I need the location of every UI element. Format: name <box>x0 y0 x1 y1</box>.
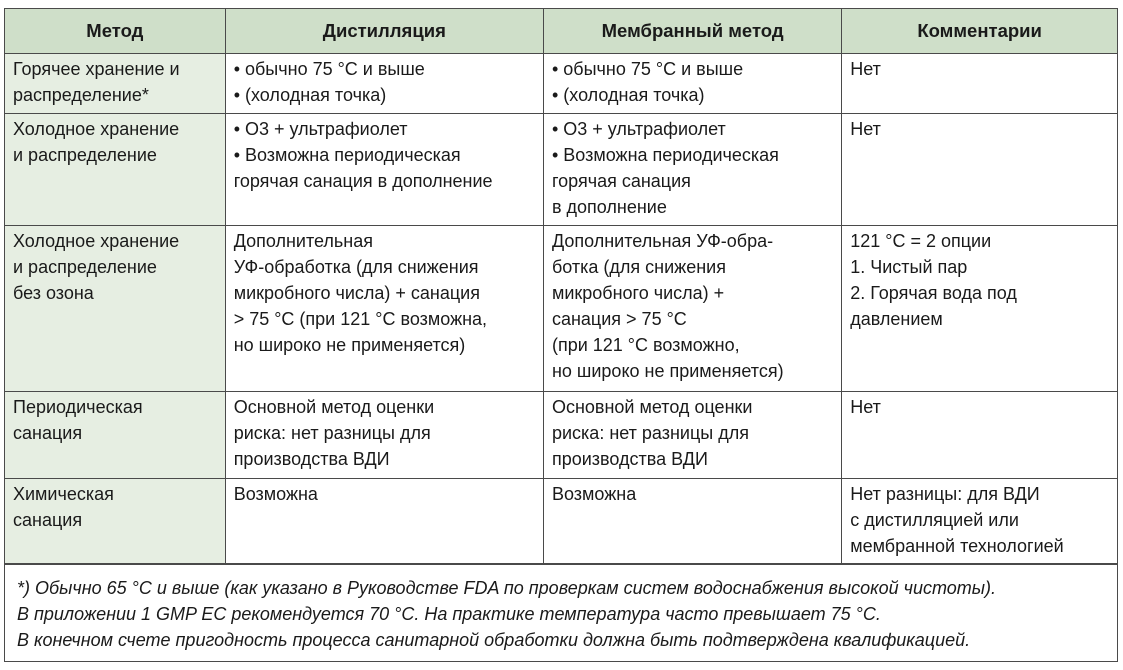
cell-comments <box>842 479 1117 564</box>
cell-line: горячая санация <box>551 171 691 191</box>
cell-line: Нет <box>850 119 881 139</box>
cell-line: и распределение <box>13 145 157 165</box>
cell-line: 121 °C = 2 опции <box>850 231 992 251</box>
cell-line: Нет <box>850 397 881 417</box>
cell-line: Нет разницы: для ВДИ <box>850 484 1040 504</box>
cell-line: с дистилляцией или <box>850 510 1019 530</box>
header-row <box>5 9 1117 54</box>
cell-line: санация > 75 °C <box>551 309 687 329</box>
cell-line: санация <box>13 510 83 530</box>
cell-line: но широко не применяется) <box>551 361 784 381</box>
cell-line: риска: нет разницы для <box>551 423 749 443</box>
cell-line: горячая санация в дополнение <box>233 171 493 191</box>
comparison-table <box>5 9 1117 564</box>
cell-membrane <box>543 226 841 392</box>
cell-line: Возможна <box>551 484 637 504</box>
cell-line: распределение* <box>13 85 149 105</box>
cell-line: микробного числа) + <box>551 283 725 303</box>
cell-method <box>5 54 225 114</box>
cell-line: Химическая <box>13 484 114 504</box>
cell-line: Основной метод оценки <box>551 397 753 417</box>
footnote <box>5 564 1117 653</box>
cell-line: УФ-обработка (для снижения <box>233 257 479 277</box>
cell-line: Дополнительная УФ-обра- <box>551 231 774 251</box>
cell-line: 1. Чистый пар <box>850 257 968 277</box>
cell-line: но широко не применяется) <box>233 335 466 355</box>
cell-line: Основной метод оценки <box>233 397 435 417</box>
table-row <box>5 392 1117 479</box>
cell-membrane <box>543 479 841 564</box>
header-membrane: Мембранный метод <box>543 9 841 54</box>
cell-line: Холодное хранение <box>13 231 180 251</box>
cell-line: без озона <box>13 283 94 303</box>
cell-line: мембранной технологией <box>850 536 1064 556</box>
cell-line: • обычно 75 °C и выше <box>551 59 744 79</box>
cell-membrane <box>543 114 841 226</box>
cell-method <box>5 392 225 479</box>
cell-line: Дополнительная <box>233 231 373 251</box>
cell-line: Периодическая <box>13 397 143 417</box>
cell-comments <box>842 226 1117 392</box>
footnote-line: В конечном счете пригодность процесса санитарной обработки должна быть подтверждена квалификацией. <box>17 630 971 650</box>
cell-line: риска: нет разницы для <box>233 423 431 443</box>
cell-line: микробного числа) + санация <box>233 283 480 303</box>
cell-distillation <box>225 479 543 564</box>
cell-line: > 75 °C (при 121 °C возможна, <box>233 309 488 329</box>
table-row <box>5 226 1117 392</box>
cell-line: • О3 + ультрафиолет <box>233 119 408 139</box>
cell-membrane <box>543 392 841 479</box>
footnote-line: В приложении 1 GMP EC рекомендуется 70 °C. На практике температура часто превышает 75 °C. <box>17 604 881 624</box>
cell-line: в дополнение <box>551 197 667 217</box>
cell-line: • О3 + ультрафиолет <box>551 119 726 139</box>
cell-distillation <box>225 114 543 226</box>
cell-line: давлением <box>850 309 943 329</box>
cell-membrane <box>543 54 841 114</box>
cell-line: (при 121 °C возможно, <box>551 335 740 355</box>
cell-method <box>5 226 225 392</box>
cell-line: производства ВДИ <box>551 449 708 469</box>
cell-line: • Возможна периодическая <box>551 145 779 165</box>
table-row <box>5 114 1117 226</box>
cell-comments <box>842 114 1117 226</box>
cell-line: производства ВДИ <box>233 449 390 469</box>
cell-distillation <box>225 392 543 479</box>
cell-line: • (холодная точка) <box>233 85 387 105</box>
cell-line: и распределение <box>13 257 157 277</box>
cell-line: санация <box>13 423 83 443</box>
cell-line: Возможна <box>233 484 318 504</box>
cell-comments <box>842 392 1117 479</box>
header-comments: Комментарии <box>842 9 1117 54</box>
cell-distillation <box>225 54 543 114</box>
header-method: Метод <box>5 9 225 54</box>
cell-distillation <box>225 226 543 392</box>
cell-line: • Возможна периодическая <box>233 145 461 165</box>
cell-method <box>5 479 225 564</box>
table-row <box>5 54 1117 114</box>
cell-line: Горячее хранение и <box>13 59 180 79</box>
cell-line: • (холодная точка) <box>551 85 705 105</box>
cell-line: Холодное хранение <box>13 119 180 139</box>
table-frame <box>4 8 1118 662</box>
cell-method <box>5 114 225 226</box>
cell-line: ботка (для снижения <box>551 257 726 277</box>
cell-line: Нет <box>850 59 881 79</box>
header-distillation: Дистилляция <box>225 9 543 54</box>
cell-comments <box>842 54 1117 114</box>
table-row <box>5 479 1117 564</box>
cell-line: 2. Горячая вода под <box>850 283 1017 303</box>
footnote-line: *) Обычно 65 °C и выше (как указано в Руководстве FDA по проверкам систем водоснабжения высокой чистоты). <box>17 578 996 598</box>
cell-line: • обычно 75 °C и выше <box>233 59 425 79</box>
